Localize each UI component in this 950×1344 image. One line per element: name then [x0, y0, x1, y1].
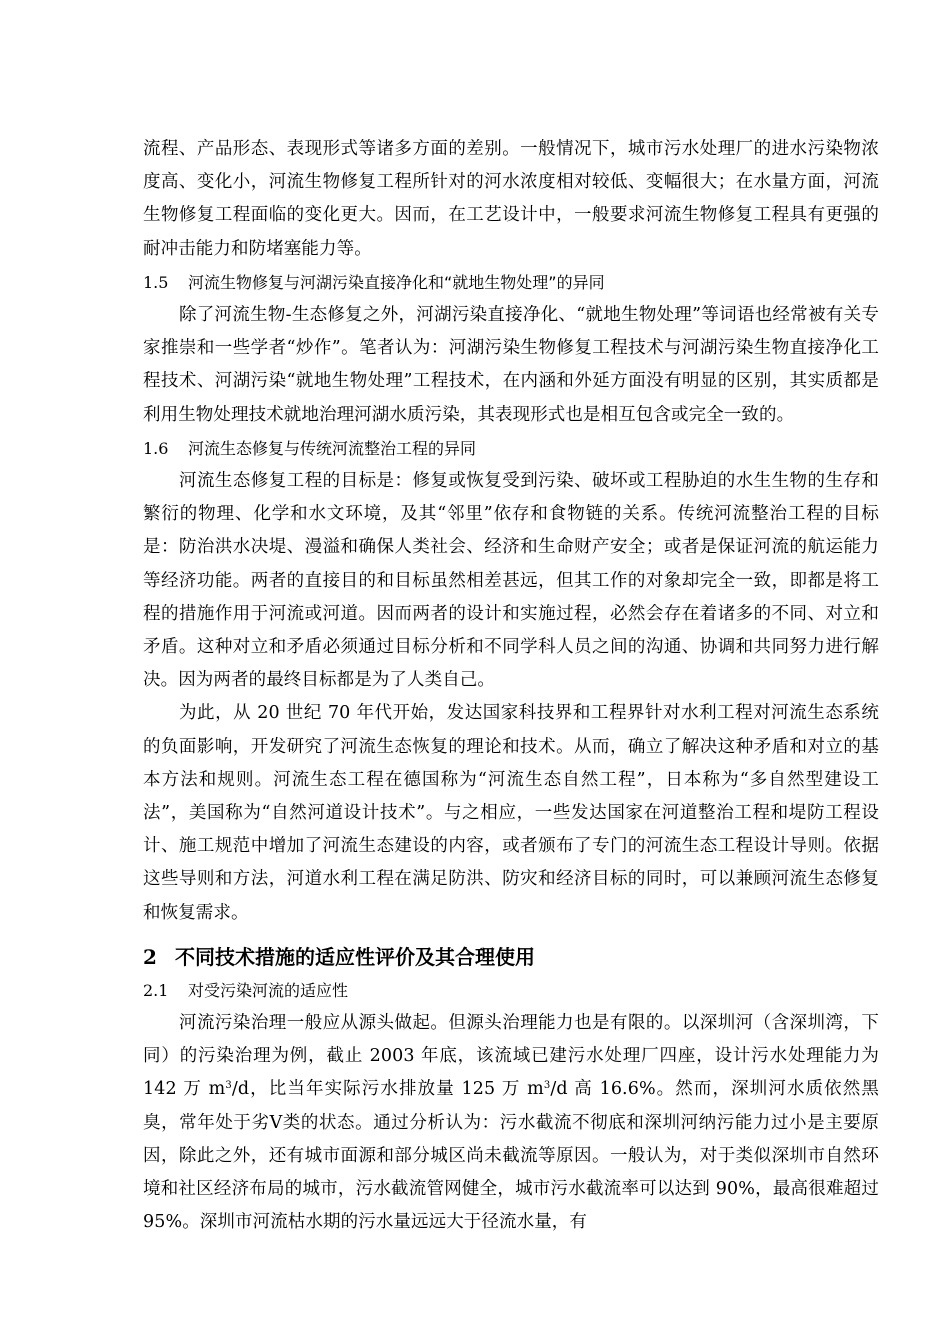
- section-heading-1-6: [143, 432, 879, 465]
- paragraph-1-6-b: 为此，从 20 世纪 70 年代开始，发达国家科技界和工程界针对水利工程对河流生态系统的负面影响，开发研究了河流生态恢复的理论和技术。从而，确立了解决这种矛盾和对立的基本方法和规则。河流生态工程在德国称为“河流生态自然工程”，日本称为“多自然型建设工法”，美国称为“自然河道设计技术”。与之相应，一些发达国家在河道整治工程和堤防工程设计、施工规范中增加了河流生态建设的内容，或者颁布了专门的河流生态工程设计导则。依据这些导则和方法，河道水利工程在满足防洪、防灾和经济目标的同时，可以兼顾河流生态修复和恢复需求。: [143, 703, 879, 923]
- section-title: 河流生态修复与传统河流整治工程的异同: [188, 438, 477, 458]
- text-run: /d 高 16.6%。然而，深圳河水质依然黑臭，常年处于劣Ⅴ类的状态。通过分析认为：污水截流不彻底和深圳河纳污能力过小是主要原因，除此之外，还有城市面源和部分城区尚未截流等原因。一般认为，对于类似深圳市自然环境和社区经济布局的城市，污水截流管网健全，城市污水截流率可以达到 90%，最高很难超过 95%。深圳市河流枯水期的污水量远远大于径流水量，有: [143, 1079, 879, 1233]
- paragraph-continued: 流程、产品形态、表现形式等诸多方面的差别。一般情况下，城市污水处理厂的进水污染物浓度高、变化小，河流生物修复工程所针对的河水浓度相对较低、变幅很大；在水量方面，河流生物修复工程面临的变化更大。因而，在工艺设计中，一般要求河流生物修复工程具有更强的耐冲击能力和防堵塞能力等。: [143, 139, 879, 259]
- text-run: 河流污染治理一般应从源头做起。但源头治理能力也是有限的。以深圳河（含深圳湾，下同）的污染治理为例，截止 2003 年底，该流域已建污水处理厂四座，设计污水处理能力为 142 万 m: [143, 1013, 879, 1100]
- text-run: /d，比当年实际污水排放量 125 万 m: [231, 1079, 544, 1100]
- section-number: 1.6: [143, 438, 169, 458]
- paragraph-1-6-a: 河流生态修复工程的目标是：修复或恢复受到污染、破坏或工程胁迫的水生生物的生存和繁衍的物理、化学和水文环境，及其“邻里”依存和食物链的关系。传统河流整治工程的目标是：防治洪水决堤、漫溢和确保人类社会、经济和生命财产安全；或者是保证河流的航运能力等经济功能。两者的直接目的和目标虽然相差甚远，但其工作的对象却完全一致，即都是将工程的措施作用于河流或河道。因而两者的设计和实施过程，必然会存在着诸多的不同、对立和矛盾。这种对立和矛盾必须通过目标分析和不同学科人员之间的沟通、协调和共同努力进行解决。因为两者的最终目标都是为了人类自己。: [143, 471, 879, 691]
- chapter-heading-2: [143, 940, 879, 974]
- chapter-number: 2: [143, 944, 157, 969]
- paragraph-1-5: 除了河流生物-生态修复之外，河湖污染直接净化、“就地生物处理”等词语也经常被有关专家推崇和一些学者“炒作”。笔者认为：河湖污染生物修复工程技术与河湖污染生物直接净化工程技术、河湖污染“就地生物处理”工程技术，在内涵和外延方面没有明显的区别，其实质都是利用生物处理技术就地治理河湖水质污染，其表现形式也是相互包含或完全一致的。: [143, 305, 879, 425]
- section-title: 对受污染河流的适应性: [188, 980, 349, 1000]
- document-page: [143, 133, 879, 1240]
- section-heading-2-1: [143, 974, 879, 1007]
- superscript: 3: [543, 1080, 551, 1092]
- paragraph-2-1: [143, 1007, 879, 1239]
- section-number: 1.5: [143, 272, 169, 292]
- superscript: 3: [225, 1080, 232, 1092]
- chapter-title: 不同技术措施的适应性评价及其合理使用: [175, 944, 535, 969]
- section-heading-1-5: [143, 266, 879, 299]
- section-title: 河流生物修复与河湖污染直接净化和“就地生物处理”的异同: [188, 272, 605, 292]
- section-number: 2.1: [143, 980, 169, 1000]
